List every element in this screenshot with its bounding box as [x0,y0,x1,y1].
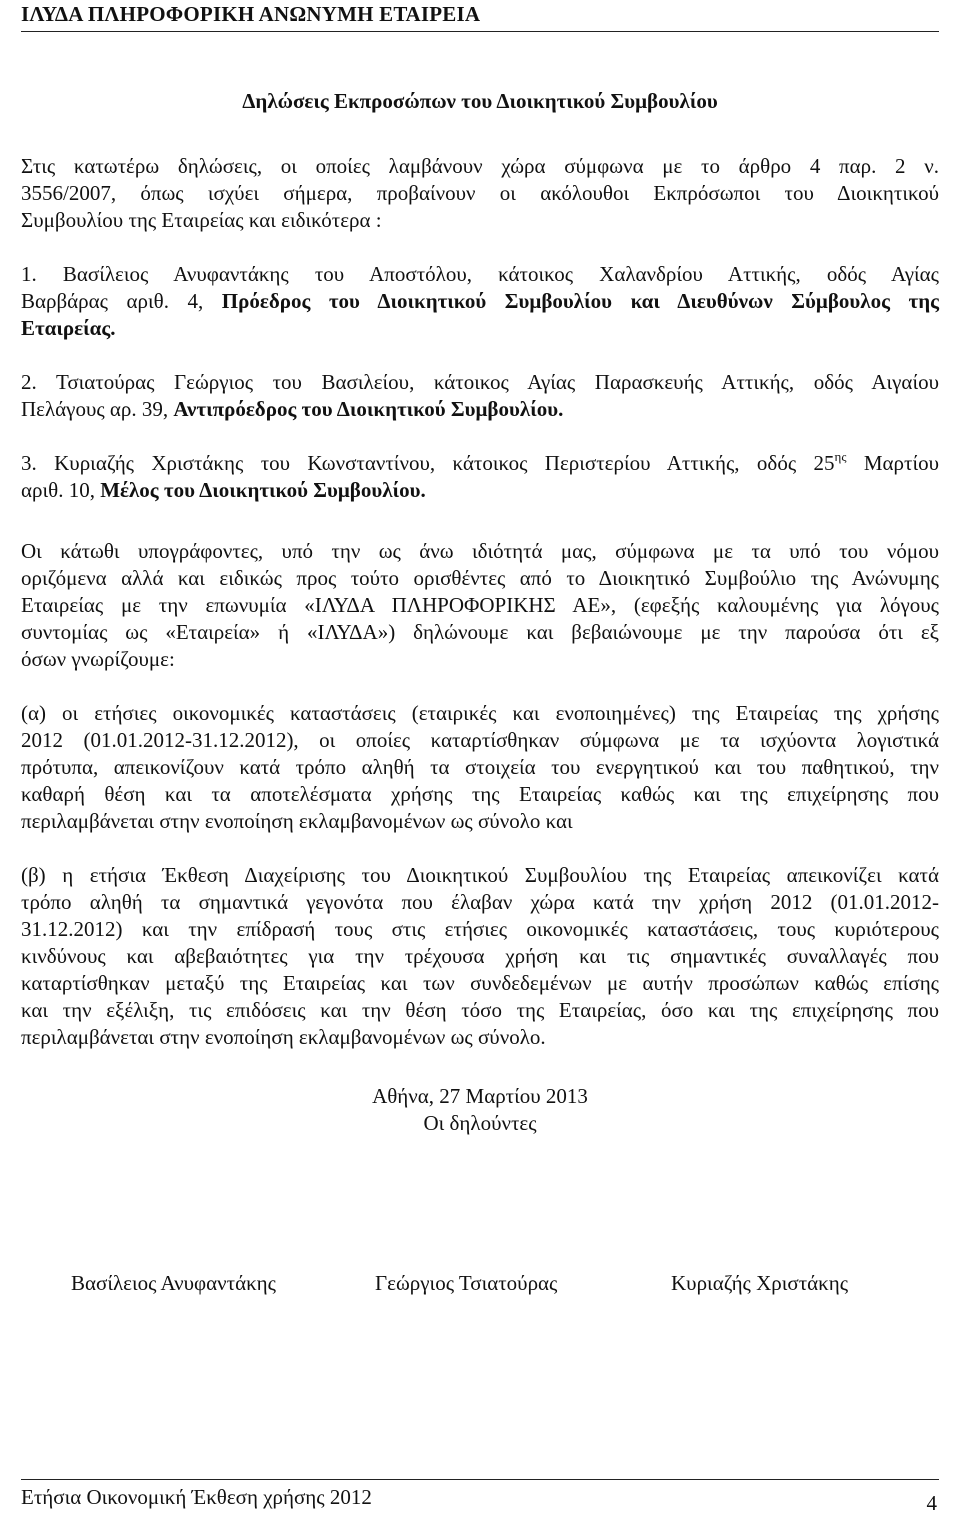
paragraph-line: 2012 (01.01.2012-31.12.2012), οι οποίες καταρτίσθηκαν σύμφωνα με τα ισχύοντα λογιστικά [21,728,939,752]
member-line [21,477,939,504]
paragraph-line: και την εξέλιξη, τις επιδόσεις και την θέση τόσο της Εταιρείας, όσο και της επιχείρησης που [21,998,939,1022]
paragraph-line: καταρτίσθηκαν μεταξύ της Εταιρείας και των συνδεδεμένων με αυτήν προσώπων καθώς επίσης [21,971,939,995]
member-role-end: Εταιρείας. [21,316,116,340]
member-role: Πρόεδρος του Διοικητικού Συμβουλίου και Διευθύνων Σύμβουλος της [221,289,939,313]
signature-name: Βασίλειος Ανυφαντάκης [71,1271,276,1295]
intro-line: Συμβουλίου της Εταιρείας και ειδικότερα : [21,208,382,232]
paragraph-line: Οι κάτωθι υπογράφοντες, υπό την ως άνω ιδιότητά μας, σύμφωνα με τα υπό του νόμου [21,539,939,563]
paragraph-line: 31.12.2012) και την επίδρασή τους στις ετήσιες οικονομικές καταστάσεις, τους κυριότερους [21,917,939,941]
intro-paragraph [21,153,939,234]
member-line: 2. Τσιατούρας Γεώργιος του Βασιλείου, κάτοικος Αγίας Παρασκευής Αττικής, οδός Αιγαίου [21,370,939,394]
paragraph-line: (β) η ετήσια Έκθεση Διαχείρισης του Διοικητικού Συμβουλίου της Εταιρείας απεικονίζει κατά [21,863,939,887]
signature-name: Γεώργιος Τσιατούρας [375,1271,558,1295]
member-line [21,396,939,423]
paragraph-line: συντομίας ως «Εταιρεία» ή «ΙΛΥΔΑ») δηλώνουμε και βεβαιώνουμε με την παρούσα ότι εξ [21,620,939,644]
company-header: ΙΛΥΔΑ ΠΛΗΡΟΦΟΡΙΚΗ ΑΝΩΝΥΜΗ ΕΤΑΙΡΕΙΑ [21,2,481,26]
declarants-label: Οι δηλούντες [423,1111,537,1135]
signature-name: Κυριαζής Χριστάκης [671,1271,849,1295]
paragraph-line: (α) οι ετήσιες οικονομικές καταστάσεις (εταιρικές και ενοποιημένες) της Εταιρείας της χρήσης [21,701,939,725]
member-line [21,288,939,315]
paragraph-line: καθαρή θέση και τα αποτελέσματα χρήσης της Εταιρείας καθώς και της επιχείρησης που [21,782,939,806]
member-line: 1. Βασίλειος Ανυφαντάκης του Αποστόλου, κάτοικος Χαλανδρίου Αττικής, οδός Αγίας [21,262,939,286]
ordinal-suffix: ης [834,449,847,464]
paragraph-line: τρόπο αληθή τα σημαντικά γεγονότα που έλαβαν χώρα κατά την χρήση 2012 (01.01.2012- [21,890,939,914]
header-rule [21,31,939,32]
declaration-paragraph [21,538,939,673]
place-date: Αθήνα, 27 Μαρτίου 2013 [372,1084,588,1108]
intro-line: 3556/2007, όπως ισχύει σήμερα, προβαίνουν οι ακόλουθοι Εκπρόσωποι του Διοικητικού [21,181,939,205]
paragraph-line: πρότυπα, απεικονίζουν κατά τρόπο αληθή τα στοιχεία του ενεργητικού και του παθητικού, την [21,755,939,779]
member-address: Βαρβάρας αριθ. 4, [21,289,222,313]
paragraph-line: Εταιρείας με την επωνυμία «ΙΛΥΔΑ ΠΛΗΡΟΦΟΡΙΚΗΣ ΑΕ», (εφεξής καλουμένης για λόγους [21,593,939,617]
member-1 [21,261,939,342]
paragraph-a [21,700,939,835]
paragraph-line: περιλαμβάνεται στην ενοποίηση εκλαμβανομένων ως σύνολο και [21,809,573,833]
member-2 [21,369,939,423]
intro-line: Στις κατωτέρω δηλώσεις, οι οποίες λαμβάνουν χώρα σύμφωνα με το άρθρο 4 παρ. 2 ν. [21,154,939,178]
footer-report-title: Ετήσια Οικονομική Έκθεση χρήσης 2012 [21,1485,372,1509]
member-text: 3. Κυριαζής Χριστάκης του Κωνσταντίνου, κάτοικος Περιστερίου Αττικής, οδός 25 [21,451,835,475]
paragraph-line: περιλαμβάνεται στην ενοποίηση εκλαμβανομένων ως σύνολο. [21,1025,546,1049]
member-role: Αντιπρόεδρος του Διοικητικού Συμβουλίου. [173,397,564,421]
page-number: 4 [926,1491,937,1515]
paragraph-line: όσων γνωρίζουμε: [21,647,175,671]
document-body [21,88,939,1137]
member-line [21,315,939,342]
member-address: Πελάγους αρ. 39, [21,397,174,421]
paragraph-line: οριζόμενα αλλά και ειδικώς προς τούτο ορισθέντες από το Διοικητικό Συμβούλιο της Ανώνυμης [21,566,939,590]
member-line [21,450,939,477]
closing-block [21,1083,939,1137]
member-role: Μέλος του Διοικητικού Συμβουλίου. [100,478,426,502]
member-address: αριθ. 10, [21,478,101,502]
member-text: Μαρτίου [846,451,940,475]
paragraph-line: κινδύνους και αβεβαιότητες για την τρέχουσα χρήση και τις σημαντικές συναλλαγές που [21,944,939,968]
footer-rule [21,1479,939,1480]
document-title: Δηλώσεις Εκπροσώπων του Διοικητικού Συμβουλίου [242,89,718,113]
member-3 [21,450,939,504]
paragraph-b [21,862,939,1051]
